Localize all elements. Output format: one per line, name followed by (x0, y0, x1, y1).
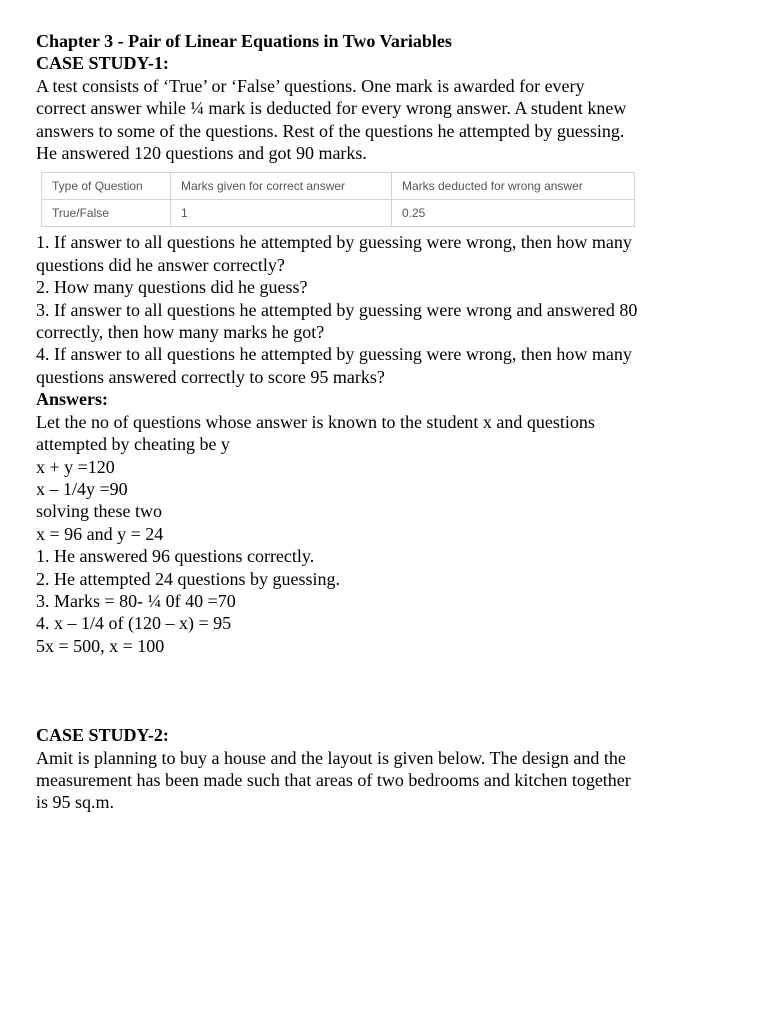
table-row (42, 200, 635, 227)
table-cell: 1 (171, 200, 392, 227)
answer-line: Let the no of questions whose answer is known to the student x and questions (36, 411, 595, 432)
question-line: 3. If answer to all questions he attempted by guessing were wrong and answered 80 (36, 299, 638, 320)
question-line: 2. How many questions did he guess? (36, 277, 308, 298)
answer-line: x + y =120 (36, 456, 115, 477)
question-line: questions answered correctly to score 95 marks? (36, 366, 385, 387)
case-study-1-heading: CASE STUDY-1: (36, 53, 169, 74)
intro-line: answers to some of the questions. Rest of the questions he attempted by guessing. (36, 120, 625, 141)
table-cell: 0.25 (392, 200, 635, 227)
case-study-1-questions (36, 231, 736, 388)
answer-line: 5x = 500, x = 100 (36, 635, 165, 656)
question-line: 1. If answer to all questions he attempted by guessing were wrong, then how many (36, 232, 632, 253)
table-header-cell: Marks deducted for wrong answer (392, 173, 635, 200)
intro-line: A test consists of ‘True’ or ‘False’ questions. One mark is awarded for every (36, 75, 585, 96)
answer-line: 3. Marks = 80- ¼ 0f 40 =70 (36, 590, 236, 611)
intro-line: correct answer while ¼ mark is deducted for every wrong answer. A student knew (36, 98, 627, 119)
question-line: questions did he answer correctly? (36, 254, 285, 275)
chapter-title: Chapter 3 - Pair of Linear Equations in Two Variables (36, 31, 452, 51)
intro-line: He answered 120 questions and got 90 marks. (36, 143, 367, 164)
question-line: correctly, then how many marks he got? (36, 322, 325, 343)
answer-line: x – 1/4y =90 (36, 478, 128, 499)
answer-line: 4. x – 1/4 of (120 – x) = 95 (36, 613, 232, 634)
case-study-2-intro (36, 747, 736, 814)
answer-line: x = 96 and y = 24 (36, 523, 164, 544)
intro-line: is 95 sq.m. (36, 792, 115, 813)
case-study-1-intro (36, 75, 736, 165)
table-header-row (42, 173, 635, 200)
section-gap (36, 657, 736, 724)
answer-line: 2. He attempted 24 questions by guessing. (36, 568, 340, 589)
table-header-cell: Marks given for correct answer (171, 173, 392, 200)
case-study-1-answers (36, 411, 736, 657)
case-study-2-heading: CASE STUDY-2: (36, 725, 169, 746)
intro-line: measurement has been made such that areas of two bedrooms and kitchen together (36, 769, 631, 790)
document-page (36, 30, 736, 814)
table-header-cell: Type of Question (42, 173, 171, 200)
answer-line: 1. He answered 96 questions correctly. (36, 546, 315, 567)
answers-heading: Answers: (36, 389, 108, 410)
answer-line: attempted by cheating be y (36, 434, 230, 455)
table-cell: True/False (42, 200, 171, 227)
question-line: 4. If answer to all questions he attempted by guessing were wrong, then how many (36, 344, 632, 365)
answer-line: solving these two (36, 501, 162, 522)
intro-line: Amit is planning to buy a house and the layout is given below. The design and the (36, 747, 626, 768)
marks-table (41, 172, 635, 227)
